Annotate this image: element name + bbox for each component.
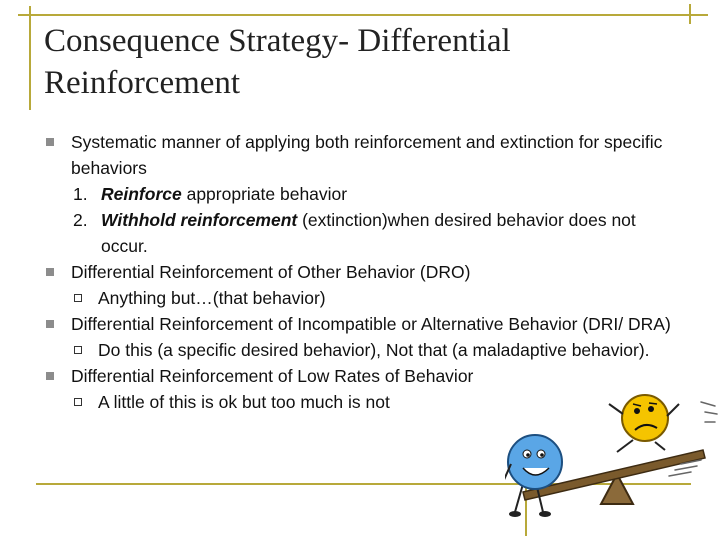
happy-face-character (505, 435, 562, 517)
bullet-item (44, 363, 684, 389)
sub-bullet-text: A little of this is ok but too much is not (98, 392, 390, 412)
bullet-text: Systematic manner of applying both reinforcement and extinction for specific behaviors (71, 132, 663, 178)
bullet-text: Differential Reinforcement of Other Behavior (DRO) (71, 262, 471, 282)
hollow-square-bullet-icon (74, 346, 82, 354)
sub-bullet-item (44, 285, 684, 311)
item-number: 1. (73, 184, 88, 204)
bullet-item (44, 129, 684, 181)
sub-bullet-text: Anything but…(that behavior) (98, 288, 326, 308)
left-rule (29, 6, 31, 110)
emphasis-text: Withhold reinforcement (101, 210, 298, 230)
sub-bullet-text: Do this (a specific desired behavior), Not that (a maladaptive behavior). (98, 340, 650, 360)
bullet-text: Differential Reinforcement of Incompatible or Alternative Behavior (DRI/ DRA) (71, 314, 671, 334)
square-bullet-icon (46, 138, 54, 146)
square-bullet-icon (46, 372, 54, 380)
hollow-square-bullet-icon (74, 398, 82, 406)
item-text: (extinction)when desired behavior does not occur. (101, 210, 636, 256)
numbered-item (44, 207, 684, 259)
square-bullet-icon (46, 268, 54, 276)
sub-bullet-item (44, 337, 684, 363)
bullet-item (44, 311, 684, 337)
hollow-square-bullet-icon (74, 294, 82, 302)
square-bullet-icon (46, 320, 54, 328)
slide-content (44, 129, 684, 415)
bullet-item (44, 259, 684, 285)
bullet-text: Differential Reinforcement of Low Rates of Behavior (71, 366, 474, 386)
seesaw-clipart (505, 392, 720, 532)
slide-title: Consequence Strategy- Differential Reinforcement (44, 23, 511, 101)
item-text: appropriate behavior (181, 184, 348, 204)
item-number: 2. (73, 210, 88, 230)
numbered-item (44, 181, 684, 207)
top-rule (18, 14, 708, 16)
sad-face-character (609, 395, 679, 452)
right-rule (689, 4, 691, 24)
emphasis-text: Reinforce (101, 184, 182, 204)
